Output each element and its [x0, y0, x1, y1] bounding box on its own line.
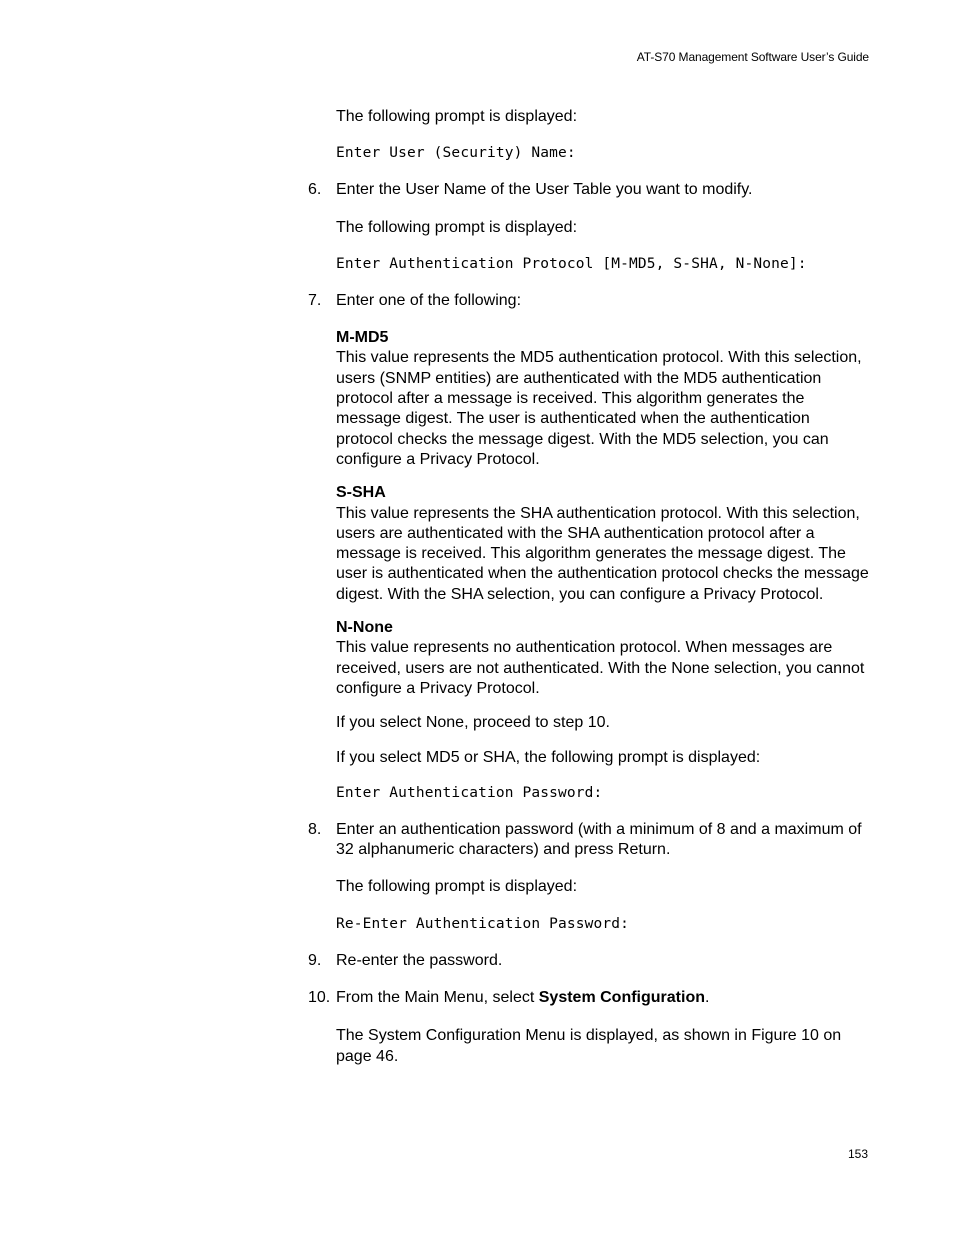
step-text: Enter the User Name of the User Table you want to modify.: [336, 181, 753, 199]
prompt-intro: The following prompt is displayed:: [336, 218, 578, 236]
step-number: 10.: [308, 989, 331, 1007]
step-text-lead: From the Main Menu, select: [336, 989, 539, 1007]
step-text: Enter one of the following:: [336, 291, 522, 309]
none-note: If you select None, proceed to step 10.: [336, 714, 610, 732]
code-prompt: Enter User (Security) Name:: [336, 145, 576, 162]
code-prompt: Re-Enter Authentication Password:: [336, 915, 630, 932]
step-6: [308, 180, 870, 200]
option-n-none: [336, 618, 870, 699]
prompt-intro: The following prompt is displayed:: [336, 878, 578, 896]
option-term: N-None: [336, 619, 393, 637]
step-9: [308, 951, 870, 971]
step-number: 9.: [308, 951, 322, 969]
step-text: Enter an authentication password (with a minimum of 8 and a maximum of 32 alphanumeric characters) and press Return.: [336, 820, 862, 859]
step-number: 6.: [308, 181, 322, 199]
option-description: This value represents no authentication protocol. When messages are received, users are not authenticated. With the None selection, you cannot configure a Privacy Protocol.: [336, 639, 865, 697]
option-description: This value represents the SHA authentication protocol. With this selection, users are authenticated with the SHA authentication protocol after a message is received. This algorithm generates the message digest. The user is authenticated when the authentication protocol checks the message digest. With the SHA selection, you can configure a Privacy Protocol.: [336, 504, 869, 603]
option-term: M-MD5: [336, 329, 389, 347]
menu-option-name: System Configuration: [538, 989, 705, 1007]
prompt-intro: The following prompt is displayed:: [336, 108, 578, 125]
final-note: The System Configuration Menu is displayed, as shown in Figure 10 on page 46.: [336, 1027, 842, 1065]
option-term: S-SHA: [336, 484, 386, 502]
option-description: This value represents the MD5 authentication protocol. With this selection, users (SNMP entities) are authenticated with the MD5 authentication protocol after a message is received. This algorithm generates the message digest. The user is authenticated when the authentication protocol checks the message digest. With the MD5 selection, you can configure a Privacy Protocol.: [336, 349, 862, 468]
code-prompt: Enter Authentication Password:: [336, 784, 603, 801]
option-m-md5: [336, 328, 870, 470]
step-text-end: .: [704, 989, 710, 1007]
page-number: 153: [847, 1147, 868, 1161]
page-content: [308, 107, 870, 1067]
step-number: 8.: [308, 820, 322, 838]
step-text: [336, 988, 870, 1008]
md5-sha-note: If you select MD5 or SHA, the following prompt is displayed:: [336, 748, 761, 766]
step-7: [308, 291, 870, 311]
step-10: [308, 988, 870, 1008]
step-text: Re-enter the password.: [336, 951, 503, 969]
step-8: [308, 820, 870, 861]
option-s-sha: [336, 483, 870, 605]
step-number: 7.: [308, 291, 322, 309]
running-header: AT-S70 Management Software User’s Guide: [636, 50, 869, 64]
code-prompt: Enter Authentication Protocol [M-MD5, S-SHA, N-None]:: [336, 255, 807, 272]
